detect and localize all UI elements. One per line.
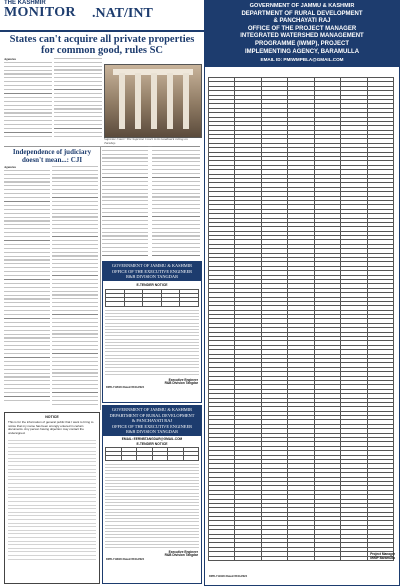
- table-cell: [235, 556, 261, 560]
- ad-ref: DIPK-7196/24 Dated:05/11/2024: [106, 558, 145, 562]
- divider: [100, 146, 101, 410]
- text-lines: [4, 170, 50, 404]
- ad-line: DEPARTMENT OF RURAL DEVELOPMENT: [241, 10, 363, 17]
- tender-ad-bottom: [102, 405, 202, 584]
- ad-email: EMAIL: EERNBTANGDAR@GMAIL.COM: [121, 436, 183, 441]
- ad-ref: DIPK-7194/24 Dated:05/11/2024: [209, 575, 248, 578]
- ad-line: PROGRAMME (IWMP), PROJECT: [255, 40, 349, 47]
- second-story-column-1: [4, 166, 50, 406]
- tender-table: [103, 447, 201, 461]
- ad-line: OFFICE OF THE EXECUTIVE ENGINEER: [111, 268, 193, 274]
- second-story-column-2: [52, 166, 98, 406]
- lead-headline: States can't acquire all private properties for common good, rules SC: [9, 34, 195, 56]
- table-cell: [288, 556, 314, 560]
- lead-byline: Agencies: [4, 58, 17, 61]
- supreme-court-photo: [104, 64, 202, 138]
- ad-line: DEPARTMENT OF RURAL DEVELOPMENT: [109, 412, 195, 418]
- lead-story-continued-2: [152, 146, 200, 258]
- lead-story-column-1: [4, 58, 52, 142]
- notice-body: This is for the information of general public that I want to bring to notice that my name has been wrongly entered in certain documents. Any person having objection may contact the undersigned.: [8, 420, 94, 435]
- ad-subtitle: E-TENDER NOTICE: [136, 441, 168, 446]
- ad-line: IMPLEMENTING AGENCY, BARAMULLA: [244, 48, 360, 55]
- pillar: [167, 73, 173, 129]
- ad-line: R&B DIVISION TANGDAR: [125, 429, 178, 435]
- text-lines: [102, 146, 148, 258]
- ad-header: [103, 262, 201, 281]
- second-headline: Independence of judiciary doesn't mean...: CJI: [12, 148, 92, 164]
- lead-story-column-2: [54, 58, 102, 142]
- ad-email: EMAIL ID: PMIWMPBLA@GMAIL.COM: [260, 57, 344, 63]
- pillar: [119, 73, 125, 129]
- ad-header: [205, 1, 399, 67]
- notice-title: NOTICE: [45, 415, 59, 419]
- ad-signature: [325, 553, 395, 561]
- tender-table: [103, 289, 201, 307]
- table-cell: [261, 556, 287, 560]
- ad-line: GOVERNMENT OF JAMMU & KASHMIR: [111, 407, 193, 412]
- text-lines: [152, 146, 200, 258]
- pillar: [151, 73, 157, 129]
- lead-story-continued-1: [102, 146, 148, 258]
- pillar: [135, 73, 141, 129]
- text-lines: [105, 464, 199, 548]
- photo-caption: Supreme Court: The Supreme Court in its landmark ruling on Tuesday.: [104, 137, 188, 145]
- ad-header: [103, 406, 201, 436]
- sign-line: R&B Division Tangdar: [164, 553, 198, 558]
- pillar: [183, 73, 189, 129]
- text-lines: [54, 58, 102, 140]
- text-lines: [8, 440, 96, 560]
- public-notice: [4, 412, 100, 584]
- text-lines: [4, 62, 52, 140]
- section-title: .NAT/INT: [92, 6, 153, 21]
- ad-line: & PANCHAYATI RAJ: [273, 18, 331, 25]
- ad-line: GOVERNMENT OF JAMMU & KASHMIR: [249, 3, 355, 9]
- beneficiary-table: [208, 77, 394, 547]
- ad-line: OFFICE OF THE EXECUTIVE ENGINEER: [111, 423, 193, 429]
- sign-line: IWMP Baramulla: [370, 555, 395, 560]
- text-lines: [52, 166, 98, 406]
- ad-ref: DIPK-7195/24 Dated:05/11/2024: [106, 386, 145, 390]
- brand-logo: MONITOR: [4, 5, 76, 20]
- iwmp-ad: [204, 0, 400, 586]
- text-lines: [105, 310, 199, 376]
- sign-line: R&B Division Tangdar: [164, 381, 198, 386]
- tender-ad-top: [102, 261, 202, 403]
- ad-line: INTEGRATED WATERSHED MANAGEMENT: [240, 33, 364, 40]
- sign-line: Executive Engineer: [168, 377, 198, 382]
- ad-line: OFFICE OF THE PROJECT MANAGER: [247, 25, 357, 32]
- brand-small: THE KASHMIR: [4, 0, 46, 6]
- table-cell: [209, 556, 235, 560]
- ad-subtitle: E-TENDER NOTICE: [136, 282, 168, 287]
- ad-line: GOVERNMENT OF JAMMU & KASHMIR: [111, 263, 193, 268]
- ad-line: & PANCHAYATI RAJ: [131, 418, 173, 424]
- ad-line: R&B DIVISION TANGDAR: [125, 274, 178, 280]
- sign-line: Executive Engineer: [168, 549, 198, 554]
- second-byline: Agencies: [4, 166, 17, 169]
- sign-line: Project Manager: [370, 552, 395, 556]
